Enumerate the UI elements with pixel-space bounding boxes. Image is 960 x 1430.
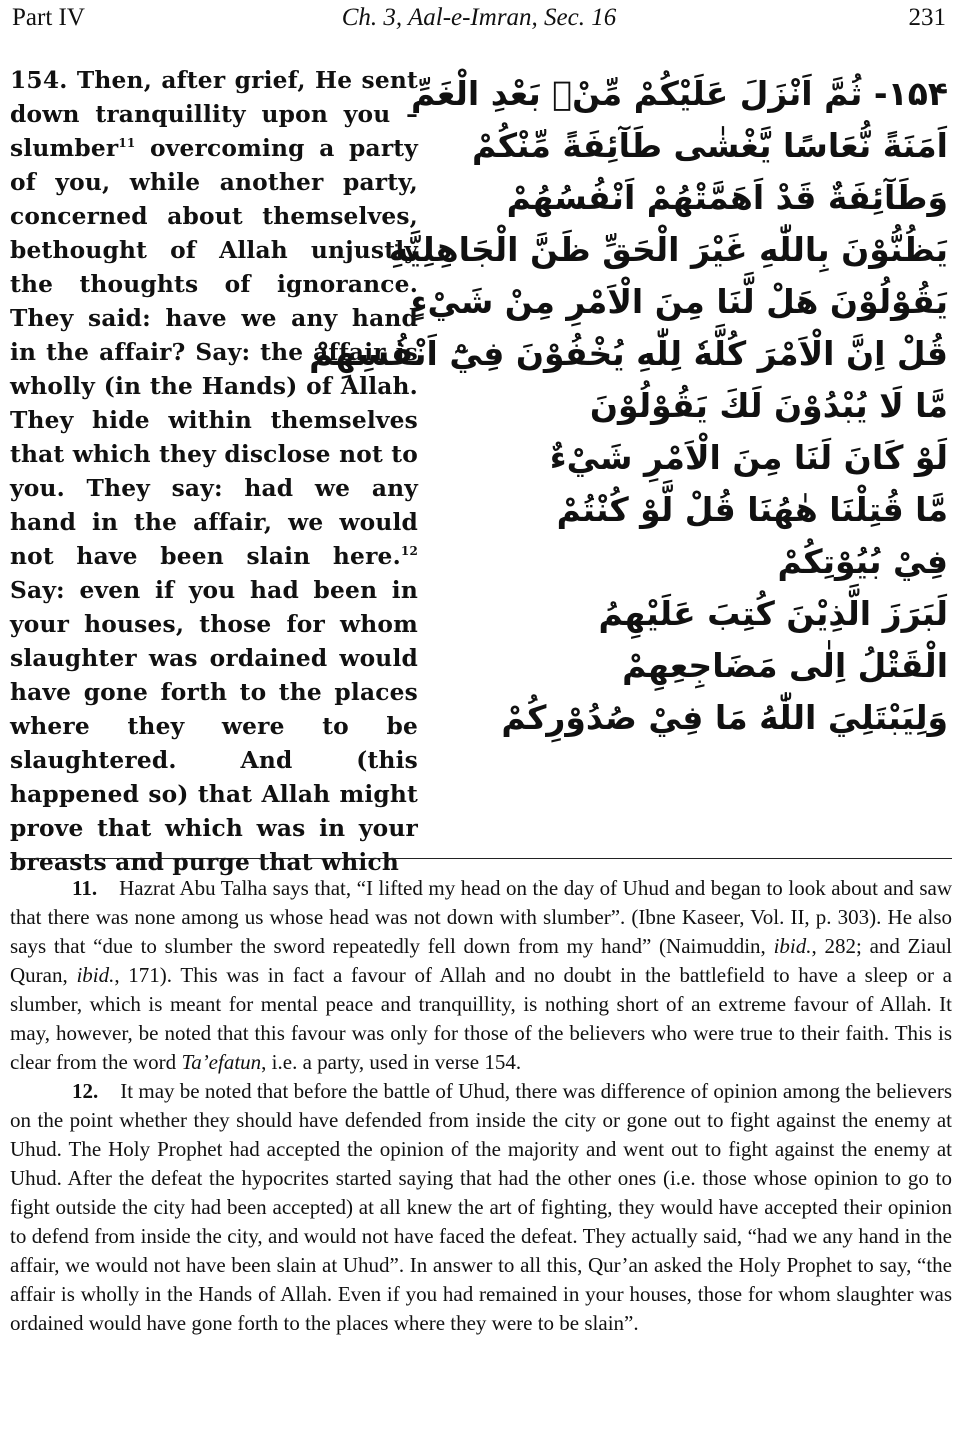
arabic-line: وَلِيَبْتَلِيَ اللّٰهُ مَا فِيْ صُدُوْرِكُمْ [501, 698, 948, 737]
footnotes [10, 874, 952, 1338]
arabic-line: يَقُوْلُوْنَ هَلْ لَّنَا مِنَ الْاَمْرِ مِنْ شَيْءٍ [410, 282, 948, 321]
running-header [12, 4, 946, 38]
footnote-divider [10, 858, 952, 859]
verse-text-middle: overcoming a party of you, while another party, concerned about themselves, bethought of Allah unjustly the thoughts of ignorance. They said: have we any hand in the affair? Say: the affair is wholly (in the Hands) of Allah. They hide within themselves that which they disclose not to you. They say: had we any hand in the affair, we would not have been slain here. [10, 135, 418, 570]
footnote-text: Hazrat Abu Talha says that, “I lifted my head on the day of Uhud and began to look about and saw that there was none among us whose head was not down with slumber”. (Ibne Kaseer, Vol. II, p. 303). He also says that “due to slumber the sword repeatedly fell down from my hand” (Naimuddin, [10, 876, 952, 958]
arabic-line: اَمَنَةً نُّعَاسًا يَّغْشٰى طَآئِفَةً مِّنْكُمْ [471, 126, 948, 165]
arabic-line: يَظُنُّوْنَ بِاللّٰهِ غَيْرَ الْحَقِّ ظَنَّ الْجَاهِلِيَّةِ [388, 230, 948, 269]
footnote-11 [10, 874, 952, 1077]
arabic-line: مَّا لَا يُبْدُوْنَ لَكَ يَقُوْلُوْنَ [589, 386, 948, 425]
arabic-line: ۱۵۴- ثُمَّ اَنْزَلَ عَلَيْكُمْ مِّنْۢ بَعْدِ الْغَمِّ [411, 74, 948, 113]
arabic-line: فِيْ بُيُوْتِكُمْ [777, 542, 948, 581]
footnote-number: 12. [72, 1079, 99, 1103]
footnote-ref-12[interactable]: 12 [400, 544, 418, 558]
page-number: 231 [908, 4, 946, 31]
footnote-text: , i.e. a party, used in verse 154. [261, 1050, 522, 1074]
arabic-line: وَطَآئِفَةٌ قَدْ اَهَمَّتْهُمْ اَنْفُسُهُمْ [506, 178, 948, 217]
footnote-italic: ibid. [773, 934, 812, 958]
footnote-12 [10, 1077, 952, 1338]
footnote-ref-11[interactable]: 11 [118, 136, 136, 150]
footnote-text: It may be noted that before the battle of Uhud, there was difference of opinion among the believers on the point whether they should have defended from inside the city or gone out to fight against the enemy at Uhud. The Holy Prophet had accepted the opinion of the majority and went out to fight against the enemy at Uhud. After the defeat the hypocrites started saying that had the other ones (i.e. those whose opinion to go to fight outside the city had been accepted) at all knew the art of fighting, they would have accepted their opinion to defend from inside the city, and would not have faced the defeat. They actually said, “had we any hand in the affair, we would not have been slain at Uhud”. In answer to all this, Qur’an asked the Holy Prophet to say, “the affair is wholly in the Hands of Allah. Even if you had remained in your houses, those for whom slaughter was ordained would have gone forth to the places where they were to be slain”. [10, 1079, 952, 1335]
footnote-italic: ibid. [76, 963, 115, 987]
chapter-title: Ch. 3, Aal-e-Imran, Sec. 16 [341, 4, 617, 31]
verse-text-tail: Say: even if you had been in your houses, those for whom slaughter was ordained would have gone forth to the places where they were to be slaughtered. And (this happened so) that Allah might prove that which was in your breasts and purge that which [10, 577, 418, 876]
arabic-line: مَّا قُتِلْنَا هٰهُنَا قُلْ لَّوْ كُنْتُمْ [556, 490, 948, 529]
footnote-italic: Ta’efatun [181, 1050, 262, 1074]
arabic-line: قُلْ اِنَّ الْاَمْرَ كُلَّهٗ لِلّٰهِ يُخْفُوْنَ فِيْٓ اَنْفُسِهِمْ [309, 334, 948, 373]
arabic-line: لَبَرَزَ الَّذِيْنَ كُتِبَ عَلَيْهِمُ [598, 594, 948, 633]
footnote-text: , 171). This was in fact a favour of Allah and no doubt in the battlefield to have a sleep or a slumber, which is meant for mental peace and tranquillity, is nothing short of an extreme favour of Allah. It may, however, be noted that this favour was only for those of the believers who were true to their faith. This is clear from the word [10, 963, 953, 1074]
arabic-line: لَوْ كَانَ لَنَا مِنَ الْاَمْرِ شَيْءٌ [549, 438, 948, 477]
part-label: Part IV [12, 4, 85, 31]
footnote-number: 11. [72, 876, 98, 900]
verse-translation [10, 64, 418, 880]
arabic-line: الْقَتْلُ اِلٰى مَضَاجِعِهِمْ [622, 646, 948, 685]
verse-text-lead: 154. Then, after grief, He sent down tranquillity upon you – slumber [10, 67, 418, 162]
footnote-text: , 282; and Ziaul Quran, [10, 934, 952, 987]
